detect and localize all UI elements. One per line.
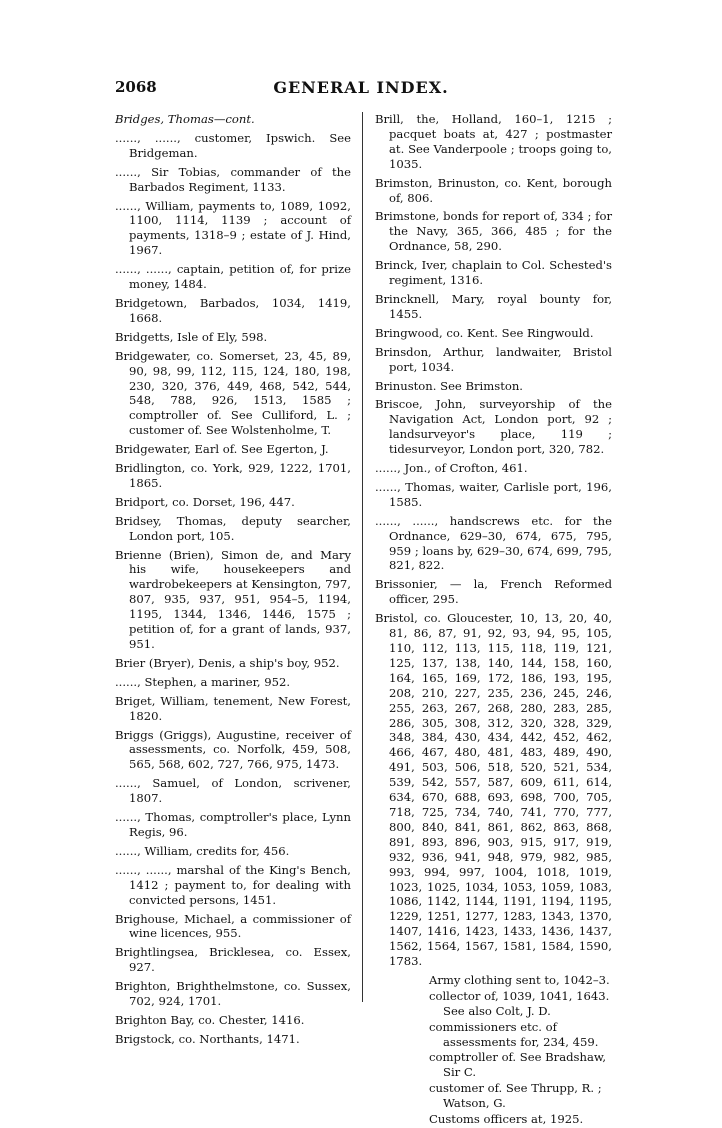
index-subentry: comptroller of. See Bradshaw, Sir C. — [429, 1050, 607, 1080]
index-entry: Bridges, Thomas—cont. — [115, 112, 255, 126]
index-entry: Bristol, co. Gloucester, 10, 13, 20, 40, 81, 86, 87, 91, 92, 93, 94, 95, 105, 110, 112, 113, 115, 118, 119, 121, 125, 137, 138, 140, 144, 158, 160, 164, 165, 169, 172, 186, 193, 195, 208, 210, 227, 235, 236, 245, 246, 255, 263, 267, 268, 280, 283, 285, 286, 305, 308, 312, 320, 328, 329, 348, 384, 430, 434, 442, 452, 462, 466, 467, 480, 481, 483, 489, 490, 491, 503, 506, 518, 520, 521, 534, 539, 542, 557, 587, 609, 611, 614, 634, 670, 688, 693, 698, 700, 705, 718, 725, 734, 740, 741, 770, 777, 800, 840, 841, 861, 862, 863, 868, 891, 893, 896, 903, 915, 917, 919, 932, 936, 941, 948, 979, 982, 985, 993, 994, 997, 1004, 1018, 1019, 1023, 1025, 1034, 1053, 1059, 1083, 1086, 1142, 1144, 1191, 1194, 1195, 1229, 1251, 1277, 1283, 1343, 1370, 1407, 1416, 1423, 1433, 1436, 1437, 1562, 1564, 1567, 1581, 1584, 1590, 1783. — [375, 611, 612, 969]
index-entry: ......, Thomas, comptroller's place, Lynn Regis, 96. — [115, 810, 351, 839]
index-entry: ......, Stephen, a mariner, 952. — [115, 674, 291, 689]
index-entry: ......, William, credits for, 456. — [115, 843, 290, 858]
index-entry: Brinck, Iver, chaplain to Col. Schested's regiment, 1316. — [375, 258, 612, 288]
index-entry: Brinsdon, Arthur, landwaiter, Bristol port, 1034. — [375, 344, 612, 374]
index-entry: Bridgewater, co. Somerset, 23, 45, 89, 90, 98, 99, 112, 115, 124, 180, 198, 230, 320, 376, 449, 468, 542, 544, 548, 788, 926, 1513, 1585 ; comptroller of. See Culliford, L. ; customer of. See Wolstenholme, T. — [115, 348, 351, 438]
index-entry: Brier (Bryer), Denis, a ship's boy, 952. — [115, 655, 340, 670]
index-entry: Brincknell, Mary, royal bounty for, 1455. — [375, 291, 612, 321]
index-entry: Bridlington, co. York, 929, 1222, 1701, 1865. — [115, 461, 351, 490]
index-entry: Brinuston. See Brimston. — [375, 378, 523, 393]
page-header — [0, 78, 722, 102]
index-entry: Bringwood, co. Kent. See Ringwould. — [375, 325, 594, 340]
index-entry: Brissonier, — la, French Reformed officer, 295. — [375, 577, 612, 607]
index-entry: Brightlingsea, Bricklesea, co. Essex, 927. — [115, 945, 351, 975]
index-entry: ......, Jon., of Crofton, 461. — [375, 461, 528, 476]
index-entry: Brienne (Brien), Simon de, and Mary his wife, housekeepers and wardrobekeepers at Kensington, 797, 807, 935, 937, 951, 954–5, 1194, 1195, 1344, 1346, 1446, 1575 ; petition of, for a grant of lands, 937, 951. — [115, 547, 351, 651]
index-column-left — [115, 112, 351, 1051]
index-entry: Brigstock, co. Northants, 1471. — [115, 1031, 300, 1046]
column-divider — [362, 112, 363, 1002]
index-entry: Bridgetts, Isle of Ely, 598. — [115, 329, 268, 344]
index-entry: ......, Thomas, waiter, Carlisle port, 196, 1585. — [375, 479, 612, 509]
index-entry: ......, ......, handscrews etc. for the Ordnance, 629–30, 674, 675, 795, 959 ; loans by, 629–30, 674, 699, 795, 821, 822. — [375, 513, 612, 573]
index-entry: Briggs (Griggs), Augustine, receiver of assessments, co. Norfolk, 459, 508, 565, 568, 602, 727, 766, 975, 1473. — [115, 727, 351, 772]
index-subentry: commissioners etc. of assessments for, 234, 459. — [429, 1019, 599, 1049]
index-entry: Brill, the, Holland, 160–1, 1215 ; pacquet boats at, 427 ; postmaster at. See Vanderpoole ; troops going to, 1035. — [375, 112, 612, 171]
index-subentry: Army clothing sent to, 1042–3. — [429, 972, 610, 987]
page-number: 2068 — [115, 78, 157, 96]
index-entry: Bridgewater, Earl of. See Egerton, J. — [115, 442, 329, 457]
index-entry: ......, Samuel, of London, scrivener, 1807. — [115, 776, 351, 806]
index-entry: ......, ......, customer, Ipswich. See Bridgeman. — [115, 130, 351, 160]
index-entry: Briget, William, tenement, New Forest, 1820. — [115, 693, 351, 723]
page-title: GENERAL INDEX. — [273, 78, 449, 97]
index-entry: ......, Sir Tobias, commander of the Barbados Regiment, 1133. — [115, 164, 351, 194]
index-entry: Briscoe, John, surveyorship of the Navigation Act, London port, 92 ; landsurveyor's place, 119 ; tidesurveyor, London port, 320, 782. — [375, 397, 612, 457]
index-entry: Bridgetown, Barbados, 1034, 1419, 1668. — [115, 295, 351, 325]
index-entry: Brighouse, Michael, a commissioner of wine licences, 955. — [115, 911, 351, 941]
index-column-right — [375, 112, 612, 1128]
index-entry: ......, ......, marshal of the King's Bench, 1412 ; payment to, for dealing with convicted persons, 1451. — [115, 862, 351, 907]
index-entry: Bridsey, Thomas, deputy searcher, London port, 105. — [115, 513, 351, 543]
index-entry: Bridport, co. Dorset, 196, 447. — [115, 494, 295, 509]
index-entry: Brighton, Brighthelmstone, co. Sussex, 702, 924, 1701. — [115, 979, 351, 1009]
index-entry: ......, ......, captain, petition of, for prize money, 1484. — [115, 262, 351, 292]
index-entry: Brighton Bay, co. Chester, 1416. — [115, 1012, 305, 1027]
index-subentry: collector of, 1039, 1041, 1643. See also Colt, J. D. — [429, 988, 610, 1018]
index-entry: Brimston, Brinuston, co. Kent, borough of, 806. — [375, 175, 612, 205]
index-entry: Brimstone, bonds for report of, 334 ; for the Navy, 365, 366, 485 ; for the Ordnance, 58, 290. — [375, 209, 612, 254]
index-subentry: Customs officers at, 1925. — [429, 1112, 584, 1127]
index-subentry: customer of. See Thrupp, R. ; Watson, G. — [429, 1081, 602, 1111]
index-entry: ......, William, payments to, 1089, 1092, 1100, 1114, 1139 ; account of payments, 1318–9 ; estate of J. Hind, 1967. — [115, 198, 351, 258]
